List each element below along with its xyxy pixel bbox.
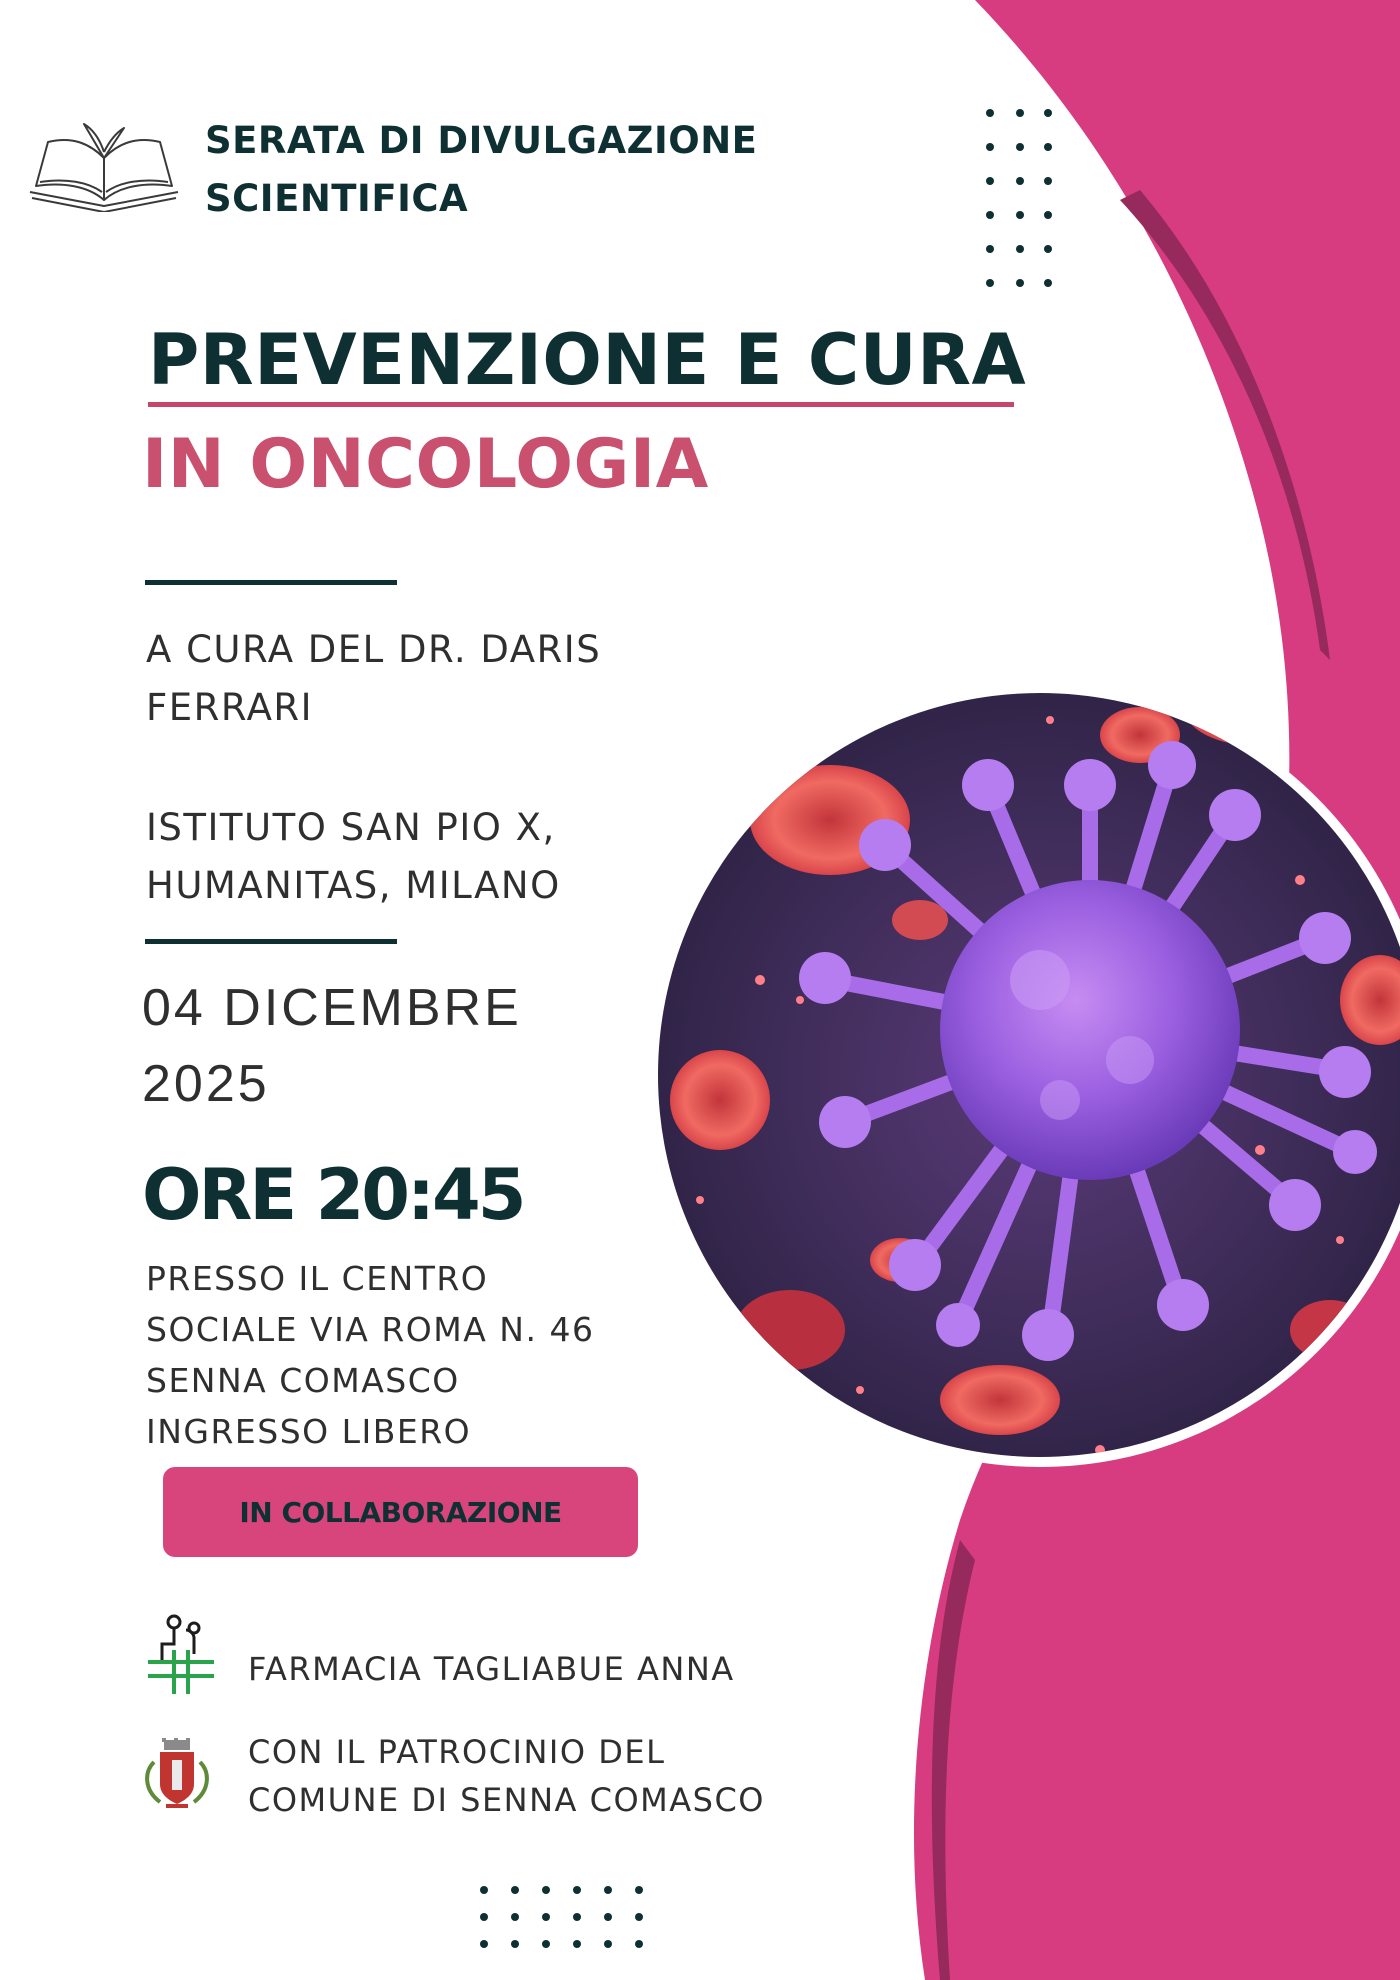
speaker-info xyxy=(146,621,601,737)
dot-grid-top xyxy=(986,109,1052,287)
pharmacy-name: FARMACIA TAGLIABUE ANNA xyxy=(248,1650,735,1688)
institution-line-2: HUMANITAS, MILANO xyxy=(146,864,561,907)
open-book-icon xyxy=(28,122,180,212)
location-line-3: SENNA COMASCO xyxy=(146,1361,460,1400)
speaker-line-1: A CURA DEL DR. DARIS xyxy=(146,628,602,671)
speaker-line-2: FERRARI xyxy=(146,686,314,729)
location-line-4: INGRESSO LIBERO xyxy=(146,1412,472,1451)
event-date xyxy=(142,970,522,1122)
collaboration-label: IN COLLABORAZIONE xyxy=(239,1495,562,1529)
title-line-1: PREVENZIONE E CURA xyxy=(148,319,1027,401)
patronage-info xyxy=(248,1728,765,1824)
collaboration-banner xyxy=(163,1467,638,1557)
dot-grid-bottom xyxy=(480,1886,643,1948)
municipal-crest-icon xyxy=(140,1738,214,1812)
patronage-line-2: COMUNE DI SENNA COMASCO xyxy=(248,1781,765,1819)
institution-line-1: ISTITUTO SAN PIO X, xyxy=(146,806,556,849)
heading-line-1: SERATA DI DIVULGAZIONE xyxy=(205,119,758,162)
location-line-1: PRESSO IL CENTRO xyxy=(146,1259,489,1298)
title-line-2: IN ONCOLOGIA xyxy=(142,425,709,504)
title-underline xyxy=(148,402,1014,407)
heading-line-2: SCIENTIFICA xyxy=(205,177,469,220)
virus-body xyxy=(940,880,1240,1180)
pharmacy-cross-icon xyxy=(148,1614,214,1694)
location-info xyxy=(146,1253,594,1457)
event-series-heading xyxy=(205,112,757,228)
institution-info xyxy=(146,799,561,915)
divider-middle xyxy=(145,939,397,944)
divider-top xyxy=(145,580,397,585)
date-line-1: 04 DICEMBRE xyxy=(142,979,522,1037)
location-line-2: SOCIALE VIA ROMA N. 46 xyxy=(146,1310,595,1349)
event-time: ORE 20:45 xyxy=(142,1154,524,1236)
patronage-line-1: CON IL PATROCINIO DEL xyxy=(248,1733,666,1771)
date-line-2: 2025 xyxy=(142,1055,270,1113)
